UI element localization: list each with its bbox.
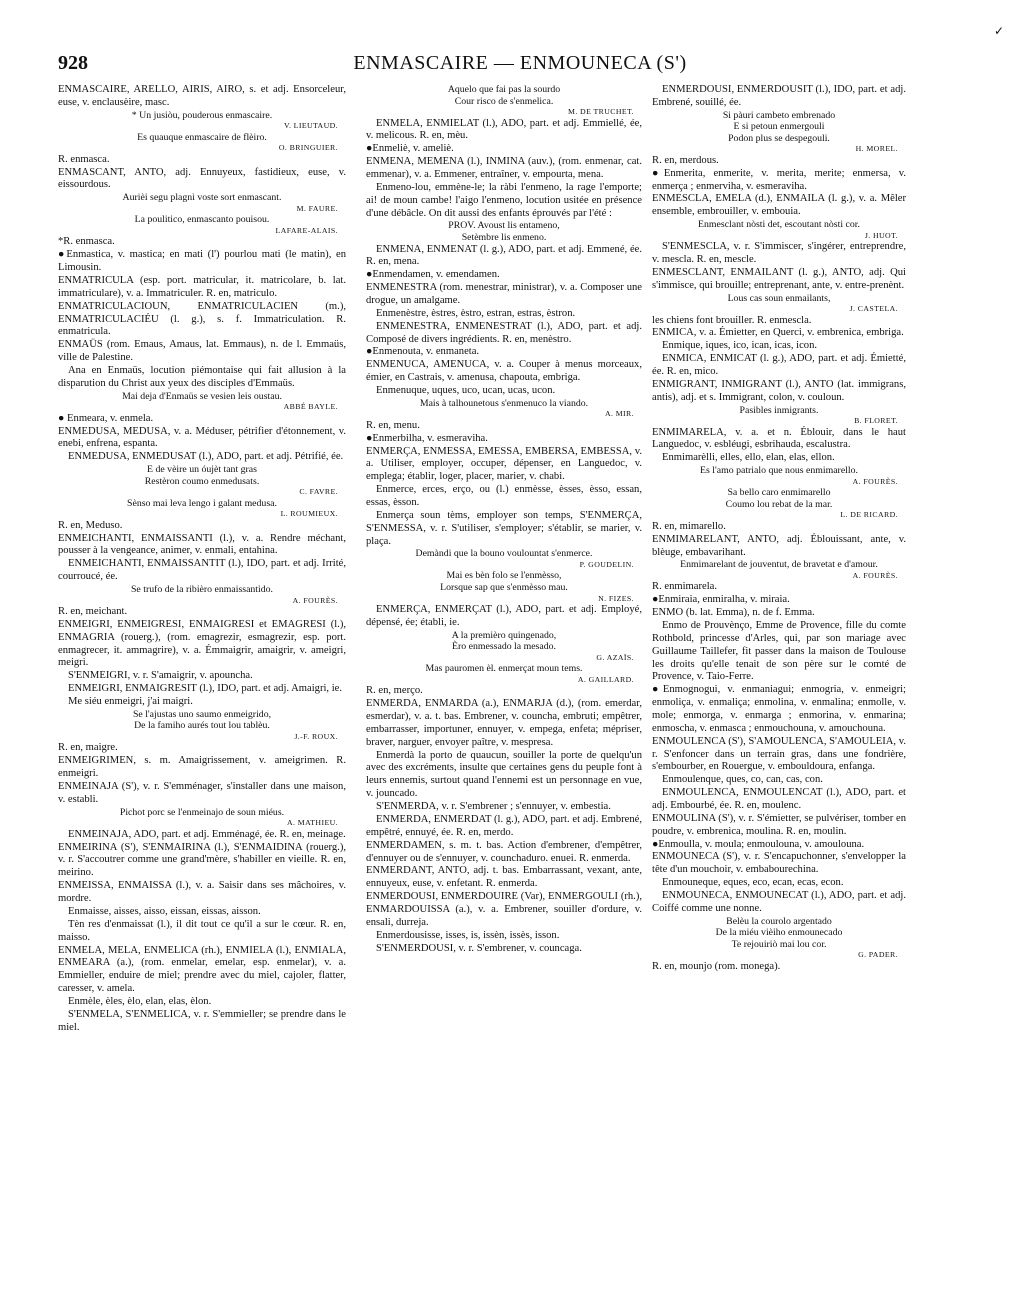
quotation-author: N. FIZES.	[598, 593, 634, 603]
quotation-line: Es l'amo patrialo que nous enmimarello.	[700, 465, 858, 477]
dictionary-entry: ENMOULENCA, ENMOULENCAT (l.), ADO, part. et adj. Embourbé, ée. R. en, moulenc.	[652, 787, 906, 811]
quotation-author: A. MATHIEU.	[287, 818, 338, 828]
quotation-author: B. FLORET.	[854, 416, 898, 426]
quotation-line: Lorsque sap que s'enmèsso mau.	[440, 582, 568, 594]
dictionary-entry: ●Enmerbilha, v. esmeraviha.	[366, 432, 488, 444]
quotation-author: J. HUOT.	[864, 230, 898, 240]
dictionary-entry: ENMENUCA, AMENUCA, v. a. Couper à menus morceaux, émier, en Castrais, v. amenusa, chapouta, embriga.	[366, 359, 642, 384]
quotation-line: Cour risco de s'enmelica.	[454, 95, 554, 107]
dictionary-entry: ●Enmerita, enmerite, v. merita, merite; enmersa, v. enmerça ; enmerviha, v. esmeraviha.	[652, 167, 906, 192]
dictionary-entry: ENMELA, MELA, ENMELICA (rh.), ENMIELA (l.), ENMIALA, ENMEARA (a.), (rom. enmelar, emelar, esp. enmelar), v. a. Emmieller, enduire de miel; prendre avec du miel, cajoler, flatter, caresser, v. amela.	[58, 944, 346, 995]
dictionary-entry: ENMERDAMEN, s. m. t. bas. Action d'embrener, d'empêtrer, d'ennuyer ou de s'ennuyer, v. counchaduro. enuei. R. enmerda.	[366, 839, 642, 864]
dictionary-entry: S'ENMERDOUSI, v. r. S'embrener, v. councaga.	[376, 942, 582, 954]
column-left	[58, 84, 346, 1035]
quotation-line: Setèmbre lis enmeno.	[461, 231, 547, 243]
dictionary-entry: ENMERÇA, ENMESSA, EMESSA, EMBERSA, EMBESSA, v. a. Utiliser, employer, occuper, dépenser, en Languedoc, v. emplega; établir, loger, placer, marier, v. chabi.	[366, 445, 642, 483]
dictionary-entry: R. en, mimarello.	[652, 520, 726, 532]
quotation-line: Lous cas soun enmailants,	[727, 292, 831, 304]
dictionary-entry: ENMEDUSA, ENMEDUSAT (l.), ADO, part. et adj. Pétrifié, ée.	[68, 451, 344, 463]
quotation-author: J. CASTELA.	[849, 304, 898, 314]
page-header	[58, 24, 1004, 82]
dictionary-entry: Enmenèstre, èstres, èstro, estran, estras, èstron.	[376, 307, 576, 319]
quotation-line: Coumo lou rebat de la mar.	[725, 498, 833, 510]
dictionary-entry: ENMAÜS (rom. Emaus, Amaus, lat. Emmaus), n. de l. Emmaüs, ville de Palestine.	[58, 339, 346, 364]
dictionary-entry: S'ENMEIGRI, v. r. S'amaigrir, v. apouncha.	[68, 670, 253, 682]
dictionary-entry: les chiens font brouiller. R. enmescla.	[652, 314, 812, 326]
dictionary-entry: ENMEISSA, ENMAISSA (l.), v. a. Saisir dans ses mâchoires, v. mordre.	[58, 880, 346, 905]
quotation-author: A. GAILLARD.	[577, 674, 634, 684]
quotation-line: Pasibles inmigrants.	[739, 404, 819, 416]
dictionary-entry: ENMEIGRI, ENMEIGRESI, ENMAIGRESI et EMAGRESI (l.), ENMAGRIA (rouerg.), (rom. emagrezir, esmagrezir, esp. port. enmagrecer, it. ammagrire), v. a. Émmaigrir, amaigrir, v. ameigri, meigri.	[58, 618, 346, 669]
dictionary-entry: ENMOUNECA, ENMOUNECAT (l.), ADO, part. et adj. Coiffé comme une nonne.	[652, 890, 906, 914]
quotation-author: C. FAVRE.	[299, 487, 338, 497]
dictionary-entry: Enmouneque, eques, eco, ecan, ecas, econ.	[662, 877, 844, 889]
page-number: 928	[58, 52, 88, 74]
quotation-author: A. FOURÈS.	[852, 476, 898, 486]
dictionary-entry: ENMASCANT, ANTO, adj. Ennuyeux, fastidieux, euse, v. eissourdous.	[58, 166, 346, 191]
dictionary-entry: Enmeno-lou, emmène-le; la ràbi l'enmeno, la rage l'emporte; ai! de moun cambe! l'aigo l'enmeno, locution usitée en présence d'une débâcle. On dit aussi des enfants éprouvés par l'été :	[366, 181, 642, 219]
dictionary-entry: ENMELA, ENMIELAT (l.), ADO, part. et adj. Emmiellé, ée, v. melicous. R. en, mèu.	[366, 117, 642, 142]
quotation-author: A. FOURÈS.	[292, 595, 338, 605]
dictionary-entry: ENMEIGRI, ENMAIGRESIT (l.), IDO, part. et adj. Amaigri, ie.	[68, 683, 343, 695]
dictionary-entry: ● Enmeara, v. enmela.	[58, 412, 154, 424]
dictionary-entry: ENMERDA, ENMARDA (a.), ENMARJA (d.), (rom. emerdar, esmerdar), v. a. t. bas. Embrener, v. councha, embruti; empêtrer, embarrasser, importuner, ennuyer, v. empega, enfeta; mépriser, braver, narguer, envoyer paître, v. mespresa.	[366, 698, 642, 748]
dictionary-entry: Enmerça soun tèms, employer son temps, S'ENMERÇA, S'ENMESSA, v. r. S'utiliser, s'employer; s'établir, se marier, v. plaça.	[366, 509, 642, 547]
quotation-line: * Un jusiòu, pouderous enmascaire.	[131, 109, 273, 121]
quotation-line: Mai deja d'Enmaüs se vesien leis oustau.	[122, 390, 282, 402]
dictionary-entry: ENMIMARELANT, ANTO, adj. Éblouissant, ante, v. blèuge, embavarihant.	[652, 533, 906, 558]
quotation-line: Se trufo de la ribièro enmaissantido.	[130, 584, 274, 595]
quotation-line: Podon plus se despegouli.	[728, 132, 830, 144]
dictionary-entry: ●Enmastica, v. mastica; en mati (l') pourlou mati (le matin), en Limousin.	[58, 249, 346, 274]
dictionary-entry: ●Enmeliè, v. ameliè.	[366, 143, 454, 155]
quotation-line: Enmesclant nòsti det, escoutant nòsti cor.	[698, 219, 860, 231]
quotation-line: A la premièro quingenado,	[451, 629, 557, 641]
quotation-author: M. FAURE.	[296, 203, 338, 213]
dictionary-entry: ENMATRICULACIOUN, ENMATRICULACIEN (m.), ENMATRICULACIÉU (l. g.), s. f. Immatriculation. R. enmatricula.	[58, 300, 346, 338]
quotation-line: De la miéu vièiho enmounecado	[715, 927, 843, 939]
quotation-line: Demàndi que la bouno voulountat s'enmerce.	[415, 548, 593, 560]
quotation-line: Aurièi segu plagnì voste sort enmascant.	[122, 192, 282, 204]
quotation-line: Sa bello caro enmimarello	[727, 487, 831, 499]
quotation-line: Si pàuri cambeto embrenado	[722, 109, 836, 121]
column-middle	[366, 84, 642, 955]
quotation-line: Aquelo que fai pas la sourdo	[447, 84, 561, 95]
quotation-author: L. DE RICARD.	[840, 510, 898, 520]
quotation-author: G. PADER.	[858, 950, 898, 960]
dictionary-entry: ●Enmoulla, v. moula; enmoulouna, v. amoulouna.	[652, 838, 865, 850]
dictionary-entry: ENMATRICULA (esp. port. matricular, it. matricolare, b. lat. immatriculare), v. a. Immatriculer. R. en, matriculo.	[58, 274, 346, 299]
quotation-author: LAFARE-ALAIS.	[275, 225, 338, 235]
quotation-line: E de vèire un óujèt tant gras	[147, 464, 257, 476]
dictionary-entry: ENMERDOUSI, ENMERDOUSIT (l.), IDO, part. et adj. Embrené, souillé, ée.	[652, 84, 906, 108]
dictionary-entry: ENMERÇA, ENMERÇAT (l.), ADO, part. et adj. Employé, dépensé, ée; établi, ie.	[366, 604, 642, 628]
dictionary-entry: S'ENMELA, S'ENMELICA, v. r. S'emmieller; se prendre dans le miel.	[58, 1008, 346, 1033]
dictionary-entry: ENMIGRANT, INMIGRANT (l.), ANTO (lat. immigrans, antis), adj. et s. Immigrant, colon, v. couloun.	[652, 378, 906, 403]
quotation-author: G. AZAÏS.	[596, 652, 634, 662]
quotation-line: Enmimarelant de jouventut, de bravetat e d'amour.	[680, 559, 878, 571]
dictionary-entry: *R. enmasca.	[58, 236, 115, 248]
corner-mark: ✓	[993, 24, 1004, 38]
dictionary-entry: ●Enmognogui, v. enmaniagui; enmogria, v. enmeigri; enmoliça, v. enmaliça; enmolina, v. enmalina; enmolle, v. mole; enmorga, v. enmarga ; enmorina, v. enmarina; enmoscha, v. enmasca ; enmouchouna, v. amouchouna.	[652, 684, 906, 734]
dictionary-entry: ENMENA, MEMENA (l.), INMINA (auv.), (rom. enmenar, cat. emmenar), v. a. Emmener, entraîner, v. empourta, mena.	[366, 156, 642, 180]
dictionary-entry: ENMEINAJA (S'), v. r. S'emménager, s'installer dans une maison, v. establi.	[58, 781, 346, 805]
column-right	[652, 84, 906, 974]
quotation-author: H. MOREL.	[855, 144, 898, 154]
quotation-line: De la famiho aurés tout lou tablèu.	[134, 720, 270, 732]
dictionary-entry: Tèn res d'enmaissat (l.), il dit tout ce qu'il a sur le cœur. R. en, maisso.	[58, 918, 346, 943]
dictionary-entry: ENMEICHANTI, ENMAISSANTI (l.), v. a. Rendre méchant, pousser à la vengeance, animer, v. enmali, entahina.	[58, 532, 346, 557]
dictionary-entry: Enmenuque, uques, uco, ucan, ucas, ucon.	[376, 384, 556, 396]
dictionary-entry: Enmerdousisse, isses, is, issèn, issès, isson.	[376, 929, 560, 941]
dictionary-entry: S'ENMESCLA, v. r. S'immiscer, s'ingérer, entreprendre, v. mescla. R. en, mescle.	[652, 241, 906, 265]
dictionary-entry: Enmo de Prouvènço, Emme de Provence, fille du comte Rothbold, princesse d'Arles, qui, par son mariage avec Guillaume Taillefer, fit passer dans la maison de Toulouse les droits qu'elle tenait de son père sur le comté de Provence, v. Taio-Ferre.	[652, 619, 906, 683]
quotation-line: E si petoun enmergouli	[733, 121, 825, 133]
quotation-line: Pichot porc se l'enmeinajo de soun miéus.	[119, 806, 285, 818]
quotation-line: Sènso mai leva lengo i galant medusa.	[127, 497, 277, 509]
quotation-line: Belèu la courolo argentado	[726, 915, 832, 927]
quotation-line: Es quauque enmascaire de flèiro.	[137, 131, 267, 143]
dictionary-entry: ENMERDA, ENMERDAT (l. g.), ADO, part. et adj. Embrené, empêtré, ennuyé, ée. R. en, merdo.	[366, 813, 642, 838]
dictionary-entry: ENMEIRINA (S'), S'ENMAIRINA (l.), S'ENMAIDINA (rouerg.), v. r. S'accoutrer comme une grand'mère, s'habiller en vieille. R. en, meirino.	[58, 841, 346, 879]
dictionary-entry: R. en, merdous.	[652, 154, 719, 166]
dictionary-entry: Me siéu enmeigri, j'ai maigri.	[68, 696, 193, 708]
dictionary-entry: ENMEDUSA, MEDUSA, v. a. Méduser, pétrifier d'étonnement, v. enebi, enfrena, espanta.	[58, 425, 346, 450]
quotation-author: M. DE TRUCHET.	[568, 107, 634, 117]
dictionary-entry: ENMENA, ENMENAT (l. g.), ADO, part. et adj. Emmené, ée. R. en, mena.	[366, 243, 642, 268]
quotation-line: La poulitico, enmascanto pouisou.	[134, 214, 270, 226]
page-title: ENMASCAIRE — ENMOUNECA (S')	[353, 52, 687, 74]
quotation-line: PROV. Avoust lis entameno,	[448, 220, 560, 232]
dictionary-entry: ENMEINAJA, ADO, part. et adj. Emménagé, ée. R. en, meinage.	[68, 828, 346, 840]
quotation-line: Mai es bèn folo se l'enmèsso,	[446, 570, 562, 582]
dictionary-entry: R. en, meichant.	[58, 606, 128, 618]
dictionary-entry: ENMEIGRIMEN, s. m. Amaigrissement, v. ameigrimen. R. enmeigri.	[58, 755, 346, 780]
dictionary-entry: R. en, maigre.	[58, 742, 118, 754]
dictionary-entry: R. enmasca.	[58, 153, 110, 165]
dictionary-entry: Ana en Enmaüs, locution piémontaise qui fait allusion à la disparution du Christ aux yeux des disciples d'Emmaüs.	[58, 364, 346, 389]
quotation-author: V. LIEUTAUD.	[283, 121, 338, 131]
dictionary-entry: ENMOUNECA (S'), v. r. S'encapuchonner, s'envelopper la tête d'un mouchoir, v. embabourechina.	[652, 851, 906, 876]
dictionary-entry: Enmaisse, aisses, aisso, eissan, eissas, aisson.	[68, 905, 261, 917]
quotation-line: Mas pauromen èl. enmerçat moun tems.	[425, 663, 583, 675]
dictionary-entry: Enmoulenque, ques, co, can, cas, con.	[662, 774, 823, 786]
dictionary-entry: Enmimarèlli, elles, ello, elan, elas, ellon.	[662, 452, 835, 464]
quotation-line: Te rejouiriò mai lou cor.	[731, 938, 827, 950]
dictionary-entry: ENMERDOUSI, ENMERDOUIRE (Var), ENMERGOULI (rh.), ENMARDOUISSA (a.), v. a. Embrener, souiller d'ordure, v. ensali, durreja.	[366, 891, 642, 928]
dictionary-entry: Enmerdà la porto de quaucun, souiller la porte de quelqu'un avec des excréments, insulte que certaines gens du peuple font à leurs ennemis, surtout quand l'ennemi est un personnage en vue, v. jouncado.	[366, 749, 642, 800]
dictionary-entry: R. en, mounjo (rom. monega).	[652, 960, 781, 972]
dictionary-entry: R. en, Meduso.	[58, 519, 123, 531]
dictionary-entry: ENMOULINA (S'), v. r. S'émietter, se pulvériser, tomber en poudre, v. embrenica, moulina. R. en, moulin.	[652, 812, 906, 837]
dictionary-entry: ●Enmenouta, v. enmaneta.	[366, 346, 480, 358]
quotation-author: O. BRINGUIER.	[278, 143, 338, 153]
dictionary-entry: ENMENESTRA, ENMENESTRAT (l.), ADO, part. et adj. Composé de divers ingrédients. R. en, menèstro.	[366, 320, 642, 345]
quotation-line: Restèron coumo enmedusats.	[144, 475, 260, 487]
quotation-author: A. MIR.	[604, 409, 634, 419]
dictionary-entry: ENMESCLA, EMELA (d.), ENMAILA (l. g.), v. a. Mêler ensemble, embrouiller, v. embouia.	[652, 193, 906, 218]
quotation-author: A. FOURÈS.	[852, 570, 898, 580]
dictionary-entry: R. enmimarela.	[652, 581, 718, 593]
dictionary-entry: ENMASCAIRE, ARELLO, AIRIS, AIRO, s. et adj. Ensorceleur, euse, v. enclausèire, masc.	[58, 84, 346, 108]
dictionary-entry: ENMESCLANT, ENMAILANT (l. g.), ANTO, adj. Qui s'immisce, qui brouille; entreprenant, ante, v. entre-prenènt.	[652, 266, 906, 291]
dictionary-entry: ENMOULENCA (S'), S'AMOULENCA, S'AMOULEIA, v. r. S'enfoncer dans un terrain gras, dans une fondrière, s'embourber, en Rouergue, v. embouldoura, enfanga.	[652, 735, 906, 773]
dictionary-entry: ENMO (b. lat. Emma), n. de f. Emma.	[652, 607, 815, 619]
dictionary-entry: Enmèle, èles, èlo, elan, elas, èlon.	[68, 995, 212, 1007]
dictionary-entry: ENMICA, v. a. Émietter, en Querci, v. embrenica, embriga.	[652, 327, 904, 339]
dictionary-entry: ENMEICHANTI, ENMAISSANTIT (l.), IDO, part. et adj. Irrité, courroucé, ée.	[58, 558, 346, 583]
quotation-author: ABBÉ BAYLE.	[283, 402, 338, 412]
quotation-author: J.-F. ROUX.	[294, 731, 338, 741]
dictionary-entry: ENMENESTRA (rom. menestrar, ministrar), v. a. Composer une drogue, un amalgame.	[366, 282, 642, 306]
dictionary-entry: ENMERDANT, ANTO, adj. t. bas. Embarrassant, vexant, ante, ennuyeux, euse, v. enfetant. R. enmerda.	[366, 865, 642, 890]
dictionary-entry: Enmerce, erces, erço, ou (l.) enmèsse, èsses, èsso, essan, essas, èsson.	[366, 484, 642, 509]
quotation-author: L. ROUMIEUX.	[280, 509, 338, 519]
dictionary-entry: R. en, menu.	[366, 419, 420, 431]
dictionary-entry: ENMIMARELA, v. a. et n. Éblouir, dans le haut Languedoc, v. esbléugi, esbrihauda, escalustra.	[652, 426, 906, 451]
quotation-line: Èro enmessado la mesado.	[452, 641, 556, 653]
dictionary-entry: ENMICA, ENMICAT (l. g.), ADO, part. et adj. Émietté, ée. R. en, mico.	[652, 353, 906, 378]
dictionary-entry: ●Enmendamen, v. emendamen.	[366, 269, 500, 281]
quotation-author: P. GOUDELIN.	[579, 560, 634, 569]
dictionary-entry: Enmique, iques, ico, ican, icas, icon.	[662, 340, 818, 352]
quotation-line: Se l'ajustas uno saumo enmeigrido,	[132, 708, 272, 720]
dictionary-entry: S'ENMERDA, v. r. S'embrener ; s'ennuyer, v. embestia.	[376, 801, 611, 813]
dictionary-entry: R. en, merço.	[366, 685, 423, 697]
dictionary-entry: ●Enmiraia, enmiralha, v. miraia.	[652, 594, 790, 606]
quotation-line: Mais à talhounetous s'enmenuco la viando.	[419, 397, 589, 409]
